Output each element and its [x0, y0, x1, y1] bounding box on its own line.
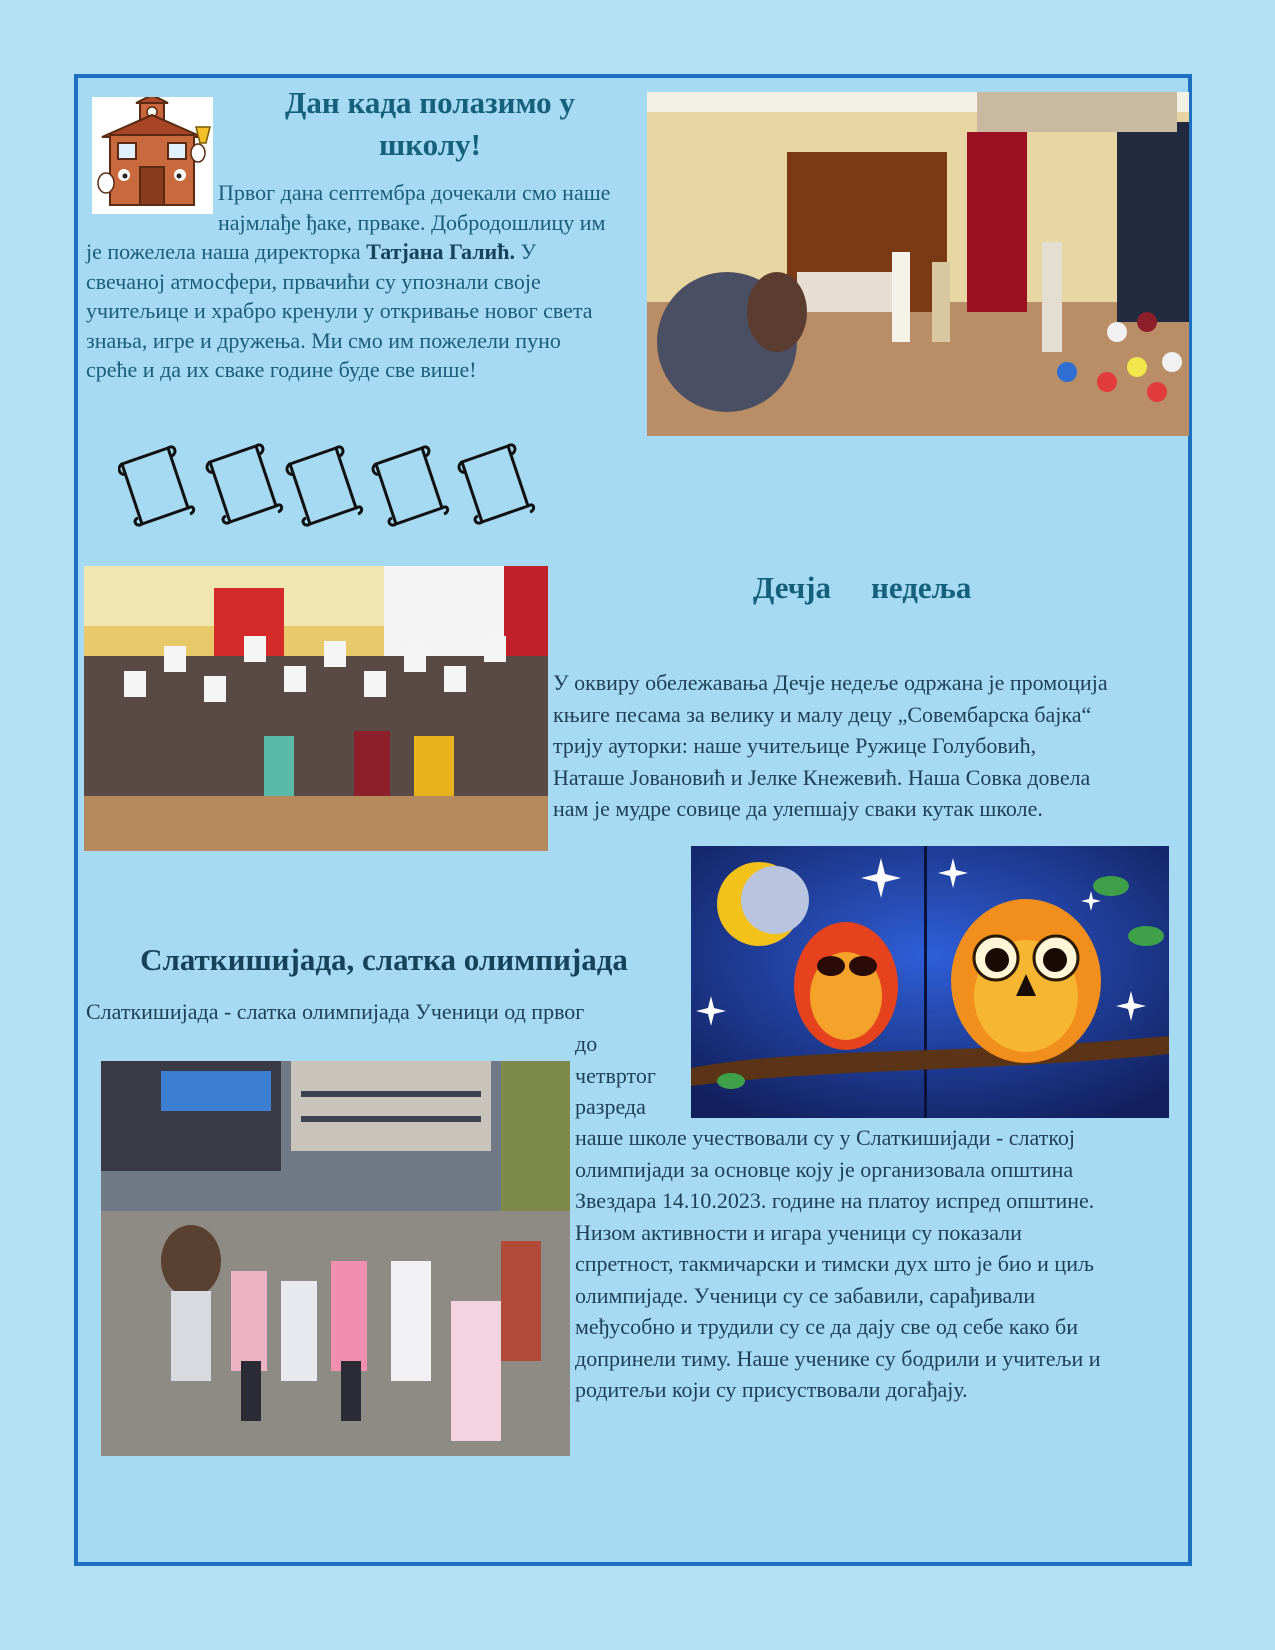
section3-para-line5: наше школе учествовали су у Слаткишијади - слаткој [575, 1125, 1076, 1150]
section3-para-line10: олимпијаде. Ученици су се забавили, сарађивали [575, 1282, 1036, 1308]
scroll-icon [119, 447, 194, 525]
section1-para-line3 [86, 237, 646, 267]
section2-para-line4: Наташе Јовановић и Јелке Кнежевић. Наша Совка довела [553, 764, 1091, 790]
section2-title-word1: Дечја [753, 570, 831, 605]
section1-para-line3-post: У [514, 239, 537, 264]
section1-para-line4: свечаној атмосфери, првачићи су упознали своје [86, 268, 541, 294]
school-house-icon [92, 97, 213, 214]
section3-para-line6: олимпијади за основце коју је организовала општина [575, 1156, 1074, 1182]
section1-para-line2: најмлађе ђаке, прваке. Добродошлицу им [218, 209, 606, 235]
section3-para-line4: разреда [575, 1094, 646, 1119]
section2-para-line1: У оквиру обележавања Дечје недеље одржана је промоција [553, 670, 1108, 695]
scroll-icon [287, 447, 362, 525]
principal-name: Татјана Галић. [366, 239, 515, 264]
section1-title-line2: школу! [379, 127, 481, 162]
scroll-icon [459, 445, 534, 523]
section3-para-line12: допринели тиму. Наше ученике су бодрили и учитељи и [575, 1345, 1101, 1371]
childrens-week-photo [84, 566, 548, 851]
section3-para-line3: четвртог [575, 1062, 656, 1088]
section1-para-line3-pre: је пожелела наша директорка [86, 239, 367, 264]
section2-para-line5: нам је мудре совице да улепшају сваки кутак школе. [553, 796, 1043, 821]
section3-title: Слаткишијада, слатка олимпијада [140, 942, 628, 977]
first-day-ceremony-photo [647, 92, 1189, 436]
section1-para-line1: Првог дана септембра дочекали смо наше [218, 180, 611, 205]
section3-para-line2: до [575, 1031, 598, 1056]
section2-para-line3: трију ауторки: наше учитељице Ружице Голубовић, [553, 733, 1037, 758]
section3-para-line9: спретност, такмичарски и тимски дух што је био и циљ [575, 1251, 1094, 1276]
section1-para-line5: учитељице и храбро кренули у откривање новог света [86, 298, 593, 323]
scroll-icon [373, 447, 448, 525]
section3-para-line11: међусобно и трудили су се да дају све од себе како би [575, 1314, 1079, 1339]
owl-painting [691, 846, 1169, 1118]
section3-para-line7: Звездара 14.10.2023. године на платоу испред општине. [575, 1188, 1095, 1213]
section2-para-line2: књиге песама за велику и малу децу „Совембарска бајка“ [553, 701, 1092, 727]
section3-para-line1: Слаткишијада - слатка олимпијада Ученици од првог [86, 999, 585, 1024]
section1-para-line7: среће и да их сваке године буде све више! [86, 357, 477, 382]
section1-para-line6: знања, игре и дружења. Ми смо им пожелели пуно [86, 327, 561, 353]
section2-title-word2: недеља [871, 570, 972, 605]
section3-para-line13: родитељи који су присуствовали догађају. [575, 1377, 968, 1402]
scroll-icon [207, 445, 282, 523]
section1-title-line1: Дан када полазимо у [285, 85, 575, 120]
section3-para-line8: Низом активности и игара ученици су показали [575, 1219, 1022, 1245]
sweets-olympics-photo [101, 1061, 570, 1456]
